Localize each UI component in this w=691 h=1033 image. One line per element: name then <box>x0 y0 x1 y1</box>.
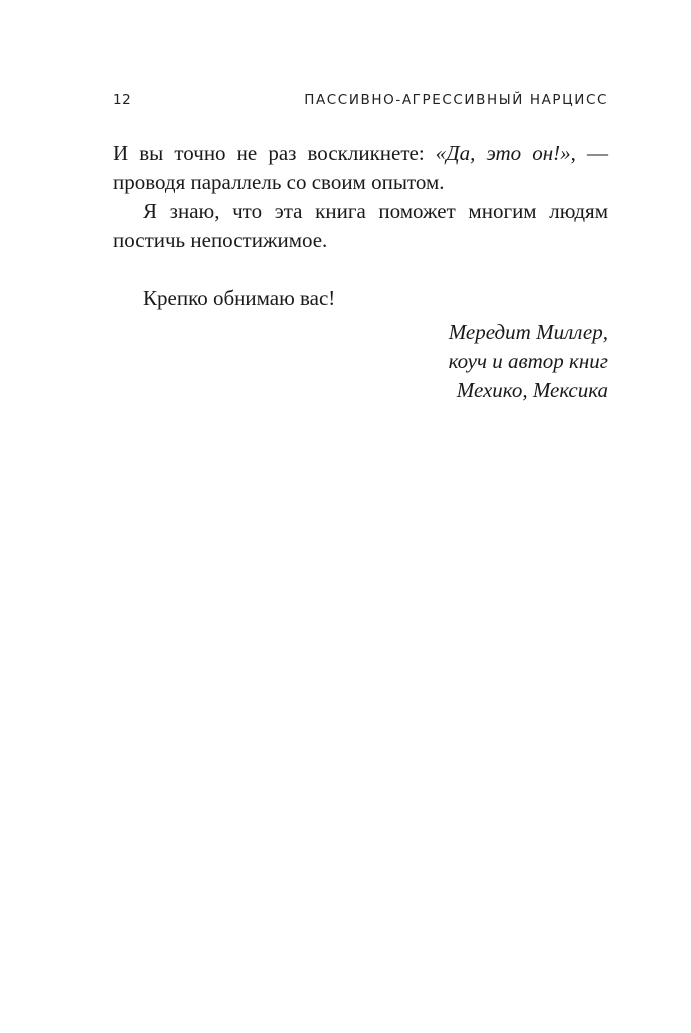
page-number: 12 <box>113 92 132 108</box>
paragraph-hug: Крепко обнимаю вас! <box>143 286 336 310</box>
signature-block <box>113 318 608 405</box>
paragraph-exclamation <box>113 139 608 197</box>
running-head <box>113 92 608 114</box>
signature-place: Мехико, Мексика <box>456 378 608 402</box>
paragraph-exclamation-tail: , — проводя параллель со своим опытом. <box>113 141 609 194</box>
running-title: ПАССИВНО-АГРЕССИВНЫЙ НАРЦИСС <box>304 92 608 108</box>
paragraph-book-helps: Я знаю, что эта книга поможет многим людям постичь непостижимое. <box>113 199 608 252</box>
signature-name: Мередит Миллер, <box>448 320 608 344</box>
body-text <box>113 139 608 313</box>
paragraph-exclamation-lead: И вы точно не раз воскликнете: <box>113 141 436 165</box>
quoted-exclamation: «Да, это он!» <box>435 141 571 165</box>
signature-role: коуч и автор книг <box>448 349 608 373</box>
